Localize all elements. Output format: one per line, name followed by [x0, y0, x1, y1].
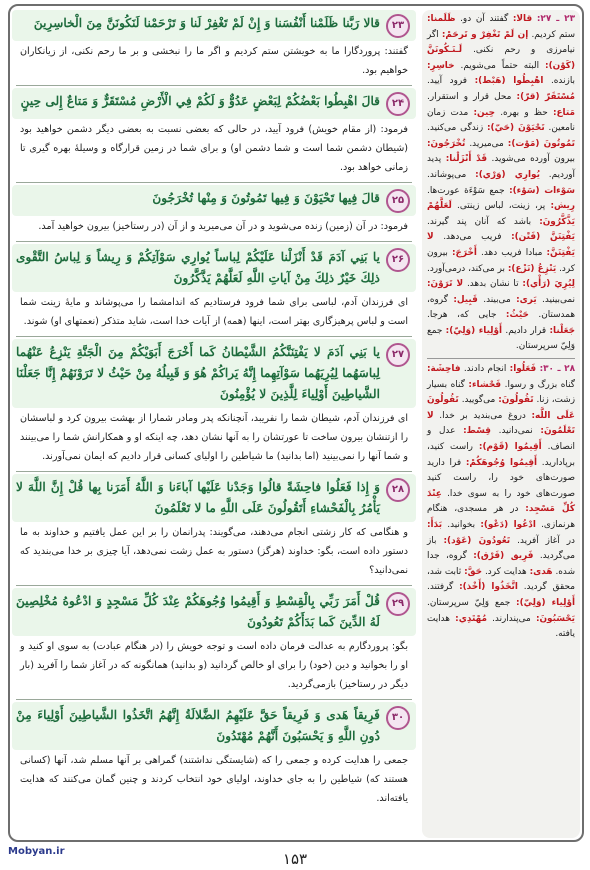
verse-block [12, 185, 416, 239]
vocab-word: أَخْرَجَ: [452, 247, 477, 258]
arabic-verse [12, 10, 416, 41]
vocab-meaning: نمی‌بینید. [542, 294, 576, 305]
vocab-word: أَوْلِياء (وَلِيّ): [445, 325, 503, 336]
vocab-meaning: بازنده. [550, 76, 575, 87]
vocab-meaning: گناه بسیار زشت، زنا. [427, 379, 575, 406]
vocab-meaning: بخوانید. [447, 520, 476, 530]
vocab-word: حِين: [473, 107, 495, 118]
vocab-meaning: گناه بزرگ و رسوا. [504, 379, 575, 390]
arabic-verse-text: وَ إِذا فَعَلُوا فاحِشَةً قالُوا وَجَدْنا عَلَيْها آباءَنا وَ اللَّهُ أَمَرَنا بِها قُلْ إِنَّ اللَّهَ لا يَأْمُرُ بِالْفَحْشاءِ أَتَقُولُونَ عَلَى اللَّهِ ما لا تَعْلَمُونَ [16, 480, 380, 515]
vocab-word: مُسْتَقَرّ (قرّ): [516, 91, 575, 102]
verse-translation: ای فرزندان آدم، شیطان شما را نفریبد، آنچنانکه پدر ومادر شمارا از بهشت بیرون کرد و لباسشان را ازتنشان بیرون ساخت تا عورتشان را به آنها نشان دهد، چه اینکه او و همکارانش شما را می‌بینند و شما آنها را نمی‌بینید (اما بدانید) ما شیاطین را اولیای کسانی قرار دادیم که ایمان نمی‌آورند. [20, 413, 408, 462]
vocab-meaning: زندگی می‌کنید. [427, 123, 484, 134]
verse-divider [16, 471, 412, 472]
vocab-verse-range: ۲۸ ـ ۳۰: [539, 364, 575, 375]
vocab-word: قَبِيل: [453, 294, 478, 305]
arabic-verse [12, 588, 416, 636]
vocab-meaning: مدت زمان نامعین. [427, 107, 576, 134]
vocab-meaning: تا نشان بدهد. [466, 279, 519, 290]
arabic-verse-text: قُلْ أَمَرَ رَبِّي بِالْقِسْطِ وَ أَقِيمُوا وُجُوهَكُمْ عِنْدَ كُلِّ مَسْجِدٍ وَ ادْعُوهُ مُخْلِصِينَ لَهُ الدِّينَ كَما بَدَأَكُمْ تَعُودُونَ [16, 594, 380, 629]
vocab-word: فَرِيق (فَرْق): [473, 551, 534, 562]
verse-translation: ای فرزندان آدم، لباسی برای شما فرود فرستادیم که اندامشما را می‌پوشاند و مایهٔ زینت شما است و لباس پرهیزگاری بهتر است، اینها (همه) از آیات خدا است، شاید متذکر (نعمتهای او) شوند. [20, 297, 408, 327]
vocab-section [427, 362, 575, 643]
verse-number-badge: ۲۹ [386, 592, 410, 616]
verse-translation: بگو: پروردگارم به عدالت فرمان داده است و توجه خویش را (در هنگام عبادت) به سوی او کنید و او را بخوانید و دین (خود) را برای او خالص گردانید (و بدانید) همانگونه که در آغاز شما را آفرید (بار دیگر در رستاخیز) بازمی‌گردید. [20, 641, 408, 690]
vocab-word: هَدى: [529, 566, 553, 577]
verse-block [12, 88, 416, 180]
vocab-word: لا تَرَوْنَ: [427, 279, 464, 290]
vocab-word: تَقُولُونَ: [498, 395, 534, 406]
vocab-word: لِيُرِيَ (رَأْي): [522, 279, 575, 290]
vocab-word: مُهْتَدِي: [455, 613, 487, 624]
vocab-word: فَحْشاء: [468, 379, 502, 390]
vocab-meaning: جایی که، هرجا. [427, 310, 497, 321]
vocab-divider [427, 358, 575, 359]
vocab-meaning: فرود آیید. [427, 76, 468, 87]
vocabulary-sidebar [422, 10, 580, 838]
verse-block [12, 474, 416, 583]
vocab-word: إن لَمْ تَغْفِرْ و تَرحَمْ: [441, 29, 529, 40]
vocab-meaning: بر می‌کند، درمی‌آورد. [427, 263, 505, 274]
vocab-meaning: اگر نیامرزی و رحم نکنی. [427, 29, 576, 56]
vocab-word: لا تَعْلَمُونَ: [427, 410, 575, 437]
verse-number-badge: ۲۸ [386, 478, 410, 502]
arabic-verse [12, 244, 416, 292]
vocab-meaning: می‌گویید. [461, 395, 496, 406]
arabic-verse-text: يا بَنِي آدَمَ قَدْ أَنْزَلْنا عَلَيْكُمْ لِباساً يُوارِي سَوْآتِكُمْ وَ رِيشاً وَ لِباسُ التَّقْوى ذلِكَ خَيْرٌ ذلِكَ مِنْ آياتِ اللَّهِ لَعَلَّهُمْ يَذَّكَّرُونَ [16, 250, 380, 285]
vocab-word: تَقُولُونَ عَلَى اللَّه: [427, 395, 575, 421]
vocab-word: خاسِرِ: [427, 60, 455, 71]
site-label: Mobyan.ir [8, 846, 65, 857]
vocab-word: عِنْدَ كُلِّ مَسْجِد: [427, 488, 575, 515]
vocab-word: يَفْتِنَنَّ (فَتْن): [511, 232, 575, 243]
verse-divider [16, 182, 412, 183]
vocab-meaning: قرار دادیم. [505, 325, 547, 336]
vocab-meaning: هدایت یافته. [427, 613, 575, 640]
vocab-section [427, 12, 575, 355]
vocab-meaning: هدایت کرد. [484, 566, 527, 577]
vocab-meaning: مبادا فریب دهد. [481, 247, 543, 258]
vocab-meaning: می‌بیند. [483, 294, 511, 305]
arabic-verse [12, 185, 416, 216]
vocab-meaning: جمع وَلِيّ سرپرستان. [427, 597, 511, 608]
verse-divider [16, 336, 412, 337]
verse-translation: جمعی را هدایت کرده و جمعی را که (شایستگی نداشتند) گمراهی بر آنها مسلم شد، آنها (کسانی هستند که) شیاطین را به جای خداوند، اولیای خود انتخاب کردند و چنین گمان می‌کنند که هدایت یافته‌اند. [20, 755, 408, 804]
vocab-word: تَحْيَوْنَ (حَيّ): [487, 123, 545, 134]
vocab-meaning: جمع وَلِيّ سرپرستان. [427, 325, 575, 352]
vocab-word: أَقِيمُوا وُجُوهَكُمْ: [465, 457, 538, 468]
vocab-meaning: دروغ می‌بندید بر خدا. [439, 410, 526, 421]
verse-translation: فرمود: در آن (زمین) زنده می‌شوید و در آن می‌میرید و از آن (در رستاخیز) بیرون خواهید آمد. [38, 221, 408, 232]
verse-number-badge: ۲۴ [386, 92, 410, 116]
verse-block [12, 10, 416, 83]
vocab-meaning: جمع سَوْءَة عورت‌ها. [427, 185, 505, 196]
vocab-word: أَقِيمُوا (قَوْم): [478, 442, 542, 453]
verse-number-badge: ۲۵ [386, 189, 410, 213]
vocab-word: أَوْلِياء (وَلِيّ): [516, 597, 576, 608]
verse-number-badge: ۲۷ [386, 343, 410, 367]
vocab-meaning: انجام دادند. [463, 364, 507, 375]
arabic-verse [12, 474, 416, 522]
vocab-meaning: بیرون کرد. [427, 247, 575, 274]
vocab-meaning: حظ و بهره. [500, 107, 548, 118]
vocab-word: جَعَلْنا: [549, 325, 575, 336]
arabic-verse-text: قالَ اهْبِطُوا بَعْضُكُمْ لِبَعْضٍ عَدُوٌّ وَ لَكُمْ فِي الْأَرْضِ مُسْتَقَرٌّ وَ مَتاعٌ إِلى حِينٍ [20, 94, 380, 108]
vocab-meaning: البته حتماً می‌شویم. [460, 60, 540, 71]
vocab-meaning: بیرون آورده می‌شوید. [491, 154, 575, 165]
verse-translation: فرمود: (از مقام خویش) فرود آیید، در حالی که بعضی نسبت به بعضی دیگر دشمن خواهید بود (شیطان دشمن شما است و شما دشمن او) و برای شما در زمین قرارگاه و وسیلهٔ بهره گیری تا زمانی خواهد بود. [20, 124, 408, 173]
vocab-word: يَنْزِعُ (نَزْع): [507, 263, 557, 274]
verse-divider [16, 85, 412, 86]
verse-block [12, 339, 416, 469]
vocab-meaning: پدید آوردیم. [427, 154, 575, 180]
vocab-word: يَحْسَبُونَ: [535, 613, 576, 624]
vocab-meaning: پر، زینت، لباس زینتی. [457, 201, 546, 212]
vocab-word: قَدْ أَنْزَلْنا: [445, 154, 488, 165]
verse-number-badge: ۲۳ [386, 14, 410, 38]
vocab-word: ظَلَمنا: [427, 14, 456, 24]
vocab-word: فاحِشَة: [427, 364, 461, 375]
vocab-meaning: محل قرار و استقرار. [427, 91, 512, 102]
verse-number-badge: ۲۶ [386, 248, 410, 272]
arabic-verse-text: قالا رَبَّنا ظَلَمْنا أَنْفُسَنا وَ إِنْ لَمْ تَغْفِرْ لَنا وَ تَرْحَمْنا لَنَكُونَنَّ مِنَ الْخاسِرِينَ [33, 16, 380, 30]
vocab-meaning: راست کنید، برپادارید. [427, 442, 575, 468]
vocab-word: قالا: [512, 14, 533, 24]
arabic-verse [12, 339, 416, 408]
vocab-meaning: عدل و انصاف. [427, 426, 576, 453]
vocab-word: تَعُودُونَ (عَوْد): [443, 535, 511, 546]
vocab-meaning: می‌میرید. [469, 138, 504, 149]
verse-translation: گفتند: پروردگارا ما به خویشتن ستم کردیم و اگر ما را نبخشی و بر ما رحم نکنی، از زیانکاران خواهیم بود. [20, 46, 408, 76]
vocab-word: لَعَلَّهُمْ يَذَّكَّرُونَ: [427, 201, 575, 227]
vocab-word: فَعَلُوا: [509, 364, 537, 375]
vocab-word: رِيش: [550, 201, 575, 212]
vocab-word: اهْبِطُوا (هَبْط): [474, 76, 544, 87]
vocab-meaning: گروه، جدا شده. [427, 551, 576, 577]
vocab-word: مَتاع: [552, 107, 575, 118]
arabic-verse-text: يا بَنِي آدَمَ لا يَفْتِنَنَّكُمُ الشَّيْطانُ كَما أَخْرَجَ أَبَوَيْكُمْ مِنَ الْجَنَّةِ يَنْزِعُ عَنْهُما لِباسَهُما لِيُرِيَهُما سَوْآتِهِما إِنَّهُ يَراكُمْ هُوَ وَ قَبِيلُهُ مِنْ حَيْثُ لا تَرَوْنَهُمْ إِنَّا جَعَلْنَا الشَّياطِينَ أَوْلِياءَ لِلَّذِينَ لا يُؤْمِنُونَ [16, 345, 380, 401]
vocab-word: سَوْءات (سَوْء): [509, 185, 575, 196]
arabic-verse-text: فَرِيقاً هَدى وَ فَرِيقاً حَقَّ عَلَيْهِمُ الضَّلالَةُ إِنَّهُمُ اتَّخَذُوا الشَّياطِينَ أَوْلِياءَ مِنْ دُونِ اللَّهِ وَ يَحْسَبُونَ أَنَّهُمْ مُهْتَدُونَ [16, 708, 380, 743]
vocab-meaning: ستم کردیم. [531, 29, 576, 40]
verse-block [12, 244, 416, 334]
arabic-verse [12, 88, 416, 119]
vocab-meaning: می‌پندارند. [492, 613, 531, 624]
vocab-meaning: ثابت شد، محقق گردید. [427, 566, 575, 593]
arabic-verse-text: قالَ فِيها تَحْيَوْنَ وَ فِيها تَمُوتُونَ وَ مِنْها تُخْرَجُونَ [152, 191, 380, 205]
vocab-meaning: فریب می‌دهد. [443, 232, 502, 243]
vocab-meaning: باز می‌گردید. [427, 535, 576, 562]
vocab-verse-range: ۲۳ ـ ۲۷: [536, 14, 576, 24]
vocab-word: حَيْثُ: [505, 310, 529, 321]
verse-divider [16, 585, 412, 586]
verse-block [12, 588, 416, 697]
vocab-word: بَدَأَ: [427, 520, 443, 530]
vocab-meaning: در آغاز آفرید. [517, 535, 575, 546]
vocab-meaning: باشد که آنان پند گیرند. [427, 216, 532, 227]
verse-divider [16, 699, 412, 700]
vocab-word: تَمُوتُونَ (مَوْت): [507, 138, 575, 149]
vocab-word: لا يَفْتِنَنَّ: [427, 232, 575, 258]
verse-translation: و هنگامی که کار زشتی انجام می‌دهند، می‌گویند: پدرانمان را بر این عمل یافتیم و خداوند به ما دستور داده است، بگو: خداوند (هرگز) دستور به عمل زشت نمی‌دهد، آیا چیزی بر خدا می‌بندید که نمی‌دانید؟ [20, 527, 408, 576]
vocab-word: يُوارِي (وَرْي): [475, 169, 540, 180]
arabic-verse [12, 702, 416, 750]
vocab-word: لَـنَـكُونَنَّ (كَوْن): [427, 45, 576, 71]
vocab-word: حَقَّ: [464, 566, 483, 577]
vocab-word: قِسْط: [463, 426, 491, 437]
verse-number-badge: ۳۰ [386, 706, 410, 730]
vocab-meaning: گروه، همدستان. [427, 294, 576, 321]
verse-block [12, 702, 416, 811]
verses-column [12, 10, 416, 838]
vocab-meaning: نمی‌دانید. [498, 426, 533, 437]
vocab-meaning: در هر مسجدی، هنگام هرنمازی. [427, 504, 576, 530]
vocab-word: ادْعُوا (دَعْو): [480, 520, 536, 530]
vocab-meaning: فرا دارید صورت‌های خود را، راست کنید صورت‌های خود را به سوی خدا. [427, 457, 575, 499]
vocab-meaning: گفتند آن دو. [460, 14, 509, 24]
vocab-meaning: گرفتند. [427, 582, 454, 593]
vocab-word: تُخْرَجُونَ: [427, 138, 466, 149]
verse-divider [16, 241, 412, 242]
vocab-word: اتَّخَذُوا (أَخْذ): [459, 582, 518, 593]
page-number: ۱۵۳ [282, 850, 308, 868]
vocab-meaning: می‌پوشاند. [427, 169, 467, 180]
vocab-word: يَرى: [516, 294, 537, 305]
